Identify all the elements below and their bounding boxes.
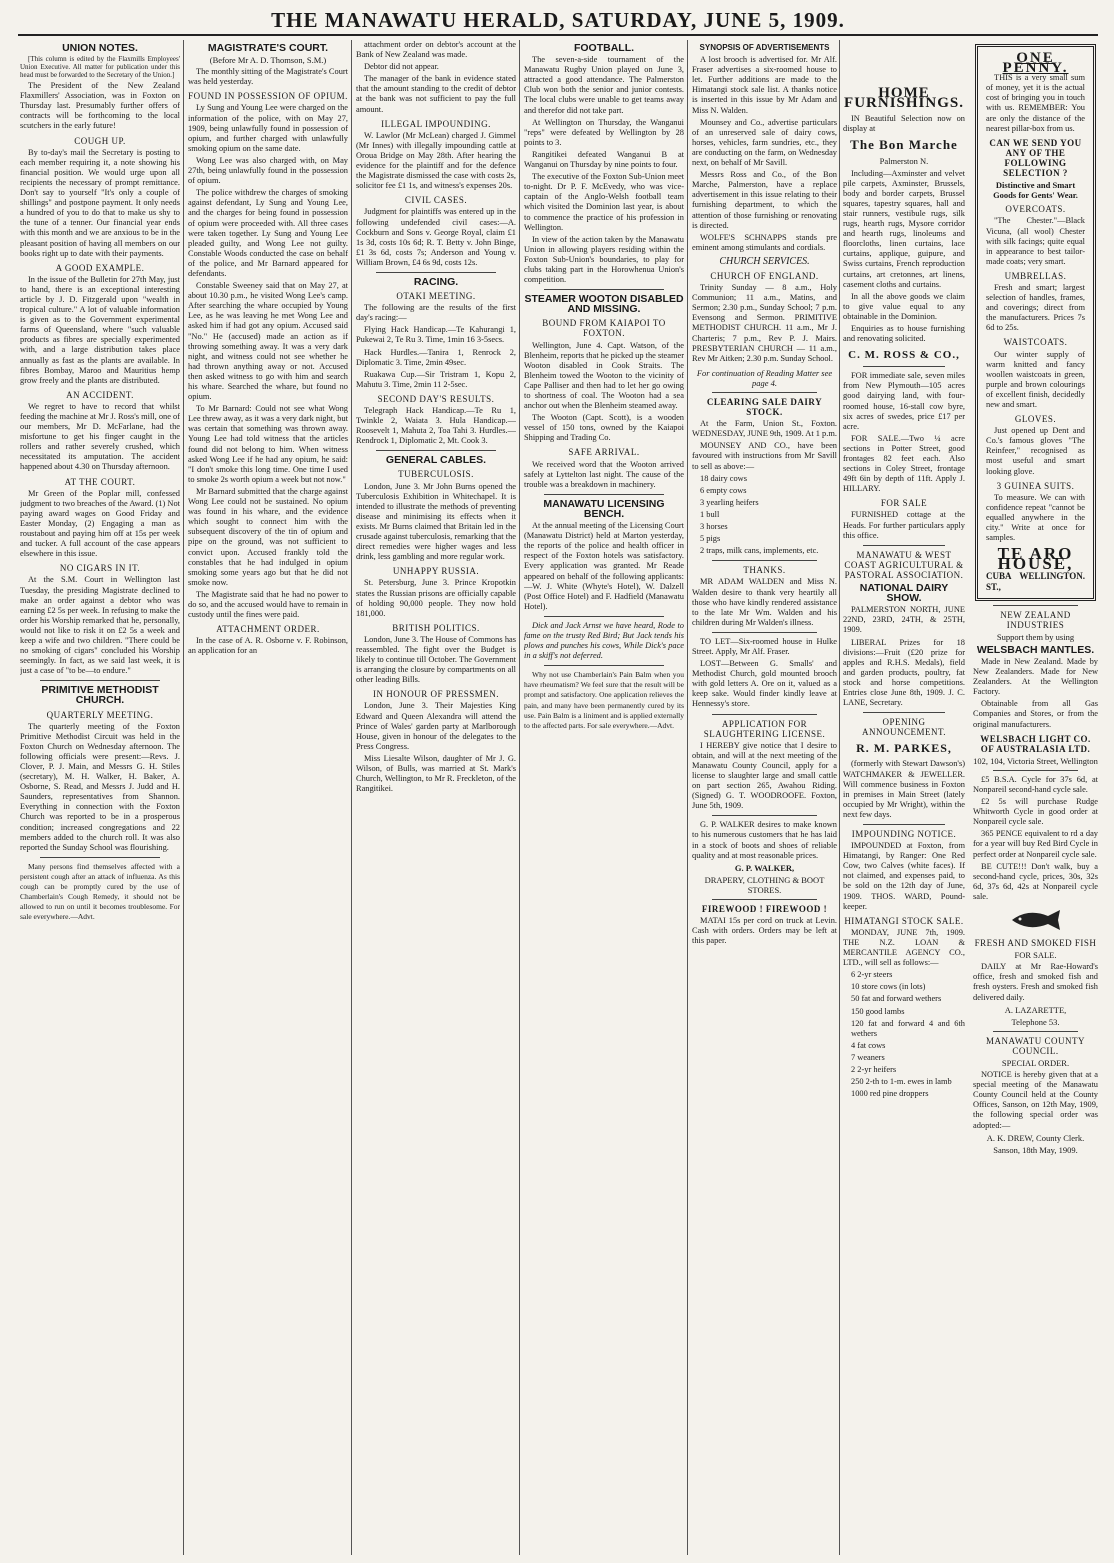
paragraph: At the Farm, Union St., Foxton. WEDNESDAY, JUNE 9th, 1909. At 1 p.m. bbox=[692, 419, 837, 439]
list-item: 18 dairy cows bbox=[700, 473, 747, 483]
subheading: MANAWATU & WEST COAST AGRICULTURAL & PASTORAL ASSOCIATION. bbox=[844, 549, 964, 580]
fish-telephone: Telephone 53. bbox=[1011, 1016, 1060, 1027]
paragraph: The manager of the bank in evidence stated that the amount standing to the credit of debtor at the bank was not sufficient to pay the full amount. bbox=[356, 74, 516, 114]
subheading: HIMATANGI STOCK SALE. bbox=[844, 915, 964, 926]
subheading: UMBRELLAS. bbox=[1004, 270, 1067, 281]
subheading: ATTACHMENT ORDER. bbox=[216, 624, 320, 635]
paragraph: attachment order on debtor's account at the Bank of New Zealand was made. bbox=[356, 40, 516, 60]
paragraph: To measure. We can with confidence repeat "cannot be equalled anywhere in the city." Write at once for samples. bbox=[986, 492, 1085, 543]
subheading: THANKS. bbox=[743, 565, 786, 576]
column-rule bbox=[519, 40, 520, 1555]
masthead-title: THE MANAWATU HERALD, SATURDAY, JUNE 5, 1909. bbox=[271, 8, 845, 32]
column-rule bbox=[839, 40, 840, 1555]
subheading: GLOVES. bbox=[1014, 414, 1057, 425]
paragraph: The quarterly meeting of the Foxton Primitive Methodist Circuit was held in the Foxton Church on Wednesday afternoon. The following officials were present:—Revs. J. Clover, P. J. Main, and Messrs G. H. Stiles (secretary), M. H. Walker, H. Baker, A. Osborne, S. Read, and Messrs J. Judd and H. Saunders, representatives from Shannon. Everything in connection with the Foxton Church was reported to be in a prosperous condition; increased congregations and 22 members added to the church roll. It was also reported the Sunday School was flourishing. bbox=[20, 721, 180, 852]
subheading: WELSBACH LIGHT CO. OF AUSTRALASIA LTD. bbox=[980, 733, 1091, 754]
subheading: OTAKI MEETING. bbox=[396, 291, 476, 302]
column-rule bbox=[351, 40, 352, 1555]
paragraph: FURNISHED cottage at the Heads. For further particulars apply this office. bbox=[843, 510, 965, 540]
walker-name: G. P. WALKER, bbox=[734, 862, 795, 873]
list-item: 50 fat and forward wethers bbox=[851, 994, 942, 1004]
paragraph: By to-day's mail the Secretary is posting to each member requiring it, a note showing his financial position. We would urge upon all recipients the necessary of prompt remittance. Don't say to yourself "It's only a couple of shillings" and postpone payment. It only needs a hundred of you to do that to make us shy to the tune of a tenner. Our financial year ends with this month and we are anxious to be in the pleasant position of having all members on our books right up to date with their payments. bbox=[20, 147, 180, 258]
paragraph: I HEREBY give notice that I desire to obtain, and will at the next meeting of the Manawatu County Council, apply for a license to slaughter large and small cattle on part section 265, Awahou Riding. (Signed) G. T. WOODROOFE. Foxton, June 5th, 1909. bbox=[692, 740, 837, 811]
steamer-heading: STEAMER WOOTON DISABLED AND MISSING. bbox=[524, 293, 684, 316]
paragraph: At Wellington on Thursday, the Wanganui "reps" were defeated by Wellington by 28 points to 3. bbox=[524, 117, 684, 147]
column-3 bbox=[356, 40, 516, 1555]
paragraph: In all the above goods we claim to give value equal to any obtainable in the Dominion. bbox=[843, 291, 965, 321]
subheading: CHURCH OF ENGLAND. bbox=[710, 270, 819, 281]
subheading: BOUND FROM KAIAPOI TO FOXTON. bbox=[542, 318, 666, 339]
paragraph: Messrs Ross and Co., of the Bon Marche, Palmerston, have a replace advertisement in this issue relating to their furnishing department, to which the attention of those furnishing or renovating is directed. bbox=[692, 170, 837, 230]
subheading: COUGH UP. bbox=[74, 135, 126, 146]
subheading: A GOOD EXAMPLE. bbox=[55, 262, 145, 273]
list-item: 5 pigs bbox=[700, 534, 721, 544]
paragraph: St. Petersburg, June 3. Prince Kropotkin states the Russian prisons are officially capable of holding 90,000 people. They now hold 181,000. bbox=[356, 578, 516, 618]
list-item: 10 store cows (in lots) bbox=[851, 982, 926, 992]
subheading: SPECIAL ORDER. bbox=[1001, 1057, 1070, 1068]
paragraph: In the case of A. R. Osborne v. F. Robinson, an application for an bbox=[188, 636, 348, 656]
list-item: 4 fat cows bbox=[851, 1040, 886, 1050]
divider bbox=[712, 815, 817, 816]
list-item: 2 traps, milk cans, implements, etc. bbox=[700, 546, 819, 556]
one-penny-heading: ONE PENNY. bbox=[1002, 50, 1069, 77]
paragraph: Mounsey and Co., advertise particulars of an unreserved sale of dairy cows, horses, vehicles, farm sundries, etc., they are conducting on the farm, on Wednesday next, on behalf of Mr Savill. bbox=[692, 117, 837, 168]
subheading: SECOND DAY'S RESULTS. bbox=[377, 393, 495, 404]
column-4 bbox=[524, 40, 684, 1555]
paragraph: MATAI 15s per cord on truck at Levin. Cash with orders. Orders may be left at this paper. bbox=[692, 916, 837, 946]
primitive-heading: PRIMITIVE METHODIST CHURCH. bbox=[41, 684, 159, 707]
divider bbox=[993, 1031, 1078, 1032]
divider bbox=[544, 665, 664, 666]
subheading: CAN WE SEND YOU ANY OF THE FOLLOWING SELECTION ? bbox=[989, 137, 1082, 179]
paragraph: At the S.M. Court in Wellington last Tuesday, the presiding Magistrate declined to make an order against a debtor who was earning £2 5s per week. In refusing to make the order his Worship remarked that he, personally, would not like to risk it on £2 5s a week and keep a wife and two children. "There could be no smoking of cigars" concluded his Worship seemingly. In fact, as we said last week, it is just a case of "to be—to endure." bbox=[20, 575, 180, 676]
list-item: 2 2-yr heifers bbox=[851, 1064, 897, 1074]
union-notes-heading: UNION NOTES. bbox=[62, 42, 138, 54]
paragraph: £2 5s will purchase Rudge Whitworth Cycle in good order at Nonpareil cycle sale. bbox=[973, 797, 1098, 827]
paragraph: The seven-a-side tournament of the Manawatu Rugby Union played on June 3, attracted a good attendance. The Palmerston Club won both the senior and junior contests. The local clubs were unable to get teams away and therefor did not take part. bbox=[524, 55, 684, 115]
masthead bbox=[18, 8, 1098, 36]
parkes-title: R. M. PARKES, bbox=[856, 741, 952, 756]
paragraph: Wellington, June 4. Capt. Watson, of the Blenheim, reports that he picked up the steamer Wooton disabled in Cook Straits. The Blenheim towed the Wooton to the vicinity of Cape Palliser and then had to let her go owing to shortness of coal. The Wooton had a sea anchor out when the Blenheim steamed away. bbox=[524, 340, 684, 411]
home-furnishings-heading: HOME FURNISHINGS. bbox=[844, 85, 964, 112]
paragraph: Judgment for plaintiffs was entered up in the following undefended civil cases:—A. Cockburn and Sons v. George Royal, claim £1 1s 3d, costs 10s 6d; R. T. Betty v. John Binge, £1 3s 6d, costs 7s; Anderson and Young v. William Brown, £4 6s 9d, costs 12s. bbox=[356, 207, 516, 267]
paragraph: TO LET—Six-roomed house in Hulke Street. Apply, Mr Alf. Fraser. bbox=[692, 636, 837, 656]
balm-ad: Why not use Chamberlain's Pain Balm when you have rheumatism? We feel sure that the result will be prompt and satisfactory. One application relieves the pain, and many have been permanently cured by its use. Pain Balm is a liniment and is applied externally to the affected parts. For sale everywhere.—Advt. bbox=[524, 670, 684, 730]
paragraph: In the issue of the Bulletin for 27th May, just to hand, there is an exceptional interesting article by J. D. Fitzgerald upon "wealth in tropical culture." A lot of valuable information is given as to the Government experimental farms of Queensland, where "such valuable products as fibres are specially experimented with, and a large distribution takes place annually as fast as the plants are available. In fibres Bombay, Maroo and Mauritius hemp grow freely and the plants are distributed. bbox=[20, 274, 180, 385]
divider bbox=[863, 366, 945, 367]
bon-marche-sub: Palmerston N. bbox=[879, 156, 929, 167]
paragraph: At the annual meeting of the Licensing Court (Manawatu District) held at Marton yesterday, the reports of the police and health officer in respect of the Foxton hotels was satisfactory. Every application was granted. Mr Reade appeared on behalf of the following applicants:—W. J. White (Whyte's Hotel), W. Dalzell (Post Office Hotel) and F. Hadfield (Manawatu Hotel). bbox=[524, 521, 684, 611]
subheading: IMPOUNDING NOTICE. bbox=[851, 829, 957, 839]
union-note: [This column is edited by the Flaxmills Employees' Union Executive. All matter for publication under this head must be forwarded to the Secretary of the Union.] bbox=[20, 55, 180, 80]
paragraph: IN Beautiful Selection now on display at bbox=[843, 114, 965, 134]
subheading: SAFE ARRIVAL. bbox=[568, 447, 640, 458]
subheading: APPLICATION FOR SLAUGHTERING LICENSE. bbox=[703, 718, 826, 739]
te-aro-city: WELLINGTON. bbox=[1019, 571, 1085, 582]
magistrate-heading: MAGISTRATE'S COURT. bbox=[207, 42, 329, 54]
list-item: 6 2-yr steers bbox=[851, 970, 893, 980]
paragraph: The President of the New Zealand Flaxmillers' Association, was in Foxton on Thursday last. Presumably further offers of contracts will be forthcoming to the local scutchers in the early future! bbox=[20, 81, 180, 131]
firewood-heading: FIREWOOD ! FIREWOOD ! bbox=[701, 904, 828, 915]
paragraph: (formerly with Stewart Dawson's) WATCHMAKER & JEWELLER. Will commence business in Foxton in premises in Main Street (lately occupied by Mr Wright), within the next few days. bbox=[843, 759, 965, 819]
subheading: Support them by using bbox=[996, 631, 1075, 642]
subheading: FOUND IN POSSESSION OF OPIUM. bbox=[188, 91, 348, 102]
paragraph: NOTICE is hereby given that at a special meeting of the Manawatu County Council held at the County Offices, Sanson, on 12th May, 1909, the following special order was adopted:— bbox=[973, 1070, 1098, 1130]
one-penny-ad bbox=[975, 44, 1096, 601]
te-aro-footer bbox=[986, 571, 1085, 591]
paragraph: Telegraph Hack Handicap.—Te Ru 1, Twinkle 2, Waiata 3. Hula Handicap.—Roosevelt 1, Mahuta 2, Toa Tahi 3. Hurdles.—Rendrock 1, Diplomatic 2, Mt. Cook 3. bbox=[356, 406, 516, 446]
ads-right bbox=[973, 40, 1098, 1157]
ross-title: C. M. ROSS & CO., bbox=[848, 349, 960, 362]
subheading: AT THE COURT. bbox=[64, 476, 136, 487]
divider bbox=[544, 289, 664, 290]
list-item: 6 empty cows bbox=[700, 485, 747, 495]
paragraph: Mr Barnard submitted that the charge against Wong Lee could not be sustained. No opium was found in his whare, and the evidence which sought to connect him with the subsequent discovery of the tin of opium and pipe on the ground, was not sufficient to convict upon. Accused frankly told the constables that he had indulged in opium smoking some years ago but that he did not smoke now. bbox=[188, 486, 348, 587]
paragraph: Hack Hurdles.—Tanira 1, Renrock 2, Diplomatic 3. Time, 2min 49sec. bbox=[356, 347, 516, 367]
ads-left bbox=[843, 40, 965, 1157]
racing-heading: RACING. bbox=[413, 275, 459, 288]
paragraph: MONDAY, JUNE 7th, 1909. THE N.Z. LOAN & MERCANTILE AGENCY CO., LTD., will sell as follows:— bbox=[843, 927, 965, 968]
walker-sub: DRAPERY, CLOTHING & BOOT STORES. bbox=[704, 874, 825, 895]
paragraph: We regret to have to record that whilst feeding the machine at Mr J. Ross's mill, one of our members, Mr D. McFarlane, had the misfortune to get his finger caught in the rollers and rather severely crushed, which necessitated its amputation. The accident happened about 4.30 on Thursday afternoon. bbox=[20, 401, 180, 472]
paragraph: London, June 3. Mr John Burns opened the Tuberculosis Exhibition in Whitechapel. It is intended to illustrate the methods of preventing disease and minimising its effects when it exists. Mr Burns claimed that Britain led in the crusade against tuberculosis, remarking that the direct remedies were higher wages and less drink, less gambling and more regular work. bbox=[356, 481, 516, 562]
subheading: UNHAPPY RUSSIA. bbox=[392, 566, 480, 577]
subheading: BRITISH POLITICS. bbox=[392, 622, 480, 633]
address: 102, 104, Victoria Street, Wellington bbox=[973, 755, 1098, 766]
paragraph: Mr Green of the Poplar mill, confessed judgment to two breaches of the Award. (1) Not paying award wages on Good Friday and Easter Monday, (2) Engaging a man as roustabout and paying him off at 15s per week and tucker. A full account of the case appears elsewhere in this issue. bbox=[20, 488, 180, 559]
divider bbox=[376, 450, 496, 451]
list-item: 120 fat and forward 4 and 6th wethers bbox=[851, 1018, 965, 1038]
synopsis-heading: SYNOPSIS OF ADVERTISEMENTS bbox=[699, 43, 830, 52]
paragraph: To Mr Barnard: Could not see what Wong Lee threw away, as it was a very dark night, but was certain that something was thrown away. Young Lee had told witness that the articles found did not belong to him. When witness asked Wong Lee if he had any opium, he said: "I don't smoke this long time. One time I used to smoke 2s worth opium a week but not now." bbox=[188, 404, 348, 484]
divider bbox=[863, 545, 945, 546]
paragraph: LIBERAL Prizes for 18 divisions:—Fruit (£20 prize for apples and R.H.S. Medals), field and garden products, poultry, fat stock and horse competitions. Entries close June 8th, 1909. J. C. LANE, Secretary. bbox=[843, 637, 965, 708]
paragraph: Flying Hack Handicap.—Te Kahurangi 1, Pukewai 2, Te Ru 3. Time, 1min 16 3-5secs. bbox=[356, 325, 516, 345]
column-6 bbox=[843, 40, 1098, 1555]
paragraph: G. P. WALKER desires to make known to his numerous customers that he has laid in a stock of boots and shoes of reliable quality and at most reasonable prices. bbox=[692, 820, 837, 860]
divider bbox=[993, 770, 1078, 771]
divider bbox=[863, 824, 945, 825]
paragraph: London, June 3. The House of Commons has reassembled. The fight over the Budget is likely to continue till October. The Government is arranging the closure by compartments on all other leading Bills. bbox=[356, 634, 516, 685]
paragraph: MOUNSEY AND CO., have been favoured with instructions from Mr Savill to sell as above:— bbox=[692, 441, 837, 471]
cables-heading: GENERAL CABLES. bbox=[385, 454, 487, 467]
paragraph: £5 B.S.A. Cycle for 37s 6d, at Nonpareil second-hand cycle sale. bbox=[973, 774, 1098, 794]
paragraph: W. Lawlor (Mr McLean) charged J. Gimmel (Mr Innes) with illegally impounding cattle at Oroua Bridge on May 28th. After hearing the evidence for the plaintiff and for the defence the Magistrate dismissed the case with costs 2s, solicitor fee £1 1s, and witness's expenses 20s. bbox=[356, 130, 516, 191]
subheading: OPENING ANNOUNCEMENT. bbox=[861, 717, 947, 738]
subheading: NO CIGARS IN IT. bbox=[59, 563, 141, 574]
licensing-heading: MANAWATU LICENSING BENCH. bbox=[543, 497, 665, 520]
poem: Dick and Jack Arnst we have heard, Rode to fame on the trusty Red Bird; But Jack tends his plows and punches his cows, While Dick's pace in a skiff's not deferred. bbox=[524, 620, 684, 661]
council-clerk: A. K. DREW, County Clerk. bbox=[986, 1132, 1085, 1143]
divider bbox=[712, 560, 817, 561]
subheading: NEW ZEALAND INDUSTRIES bbox=[1000, 609, 1071, 630]
paragraph: Fresh and smart; largest selection of handles, frames, and coverings; direct from the manufacturers. Prices 7s 6d to 25s. bbox=[986, 282, 1085, 333]
subheading: (Before Mr A. D. Thomson, S.M.) bbox=[209, 55, 327, 66]
list-item: 1 bull bbox=[700, 509, 720, 519]
paragraph: Made in New Zealand. Made by New Zealanders. Made for New Zealanders. At the Wellington Factory. bbox=[973, 656, 1098, 697]
subheading: FOR SALE. bbox=[1014, 950, 1057, 961]
subheading: OVERCOATS. bbox=[1005, 204, 1066, 215]
subheading: Distinctive and Smart Goods for Gents' Wear. bbox=[993, 180, 1078, 201]
dairy-heading: NATIONAL DAIRY SHOW. bbox=[859, 582, 949, 605]
paragraph: Ruakawa Cup.—Sir Tristram 1, Kopu 2, Mahutu 3. Time, 2min 11 2-5sec. bbox=[356, 369, 516, 389]
council-date: Sanson, 18th May, 1909. bbox=[993, 1144, 1078, 1155]
divider bbox=[712, 899, 817, 900]
paragraph: PALMERSTON NORTH, JUNE 22ND, 23RD, 24TH, & 25TH, 1909. bbox=[843, 605, 965, 635]
paragraph: Trinity Sunday — 8 a.m., Holy Communion; 11 a.m., Matins, and Sermon; 2.30 p.m., Sunday School; 7 p.m. Evensong and Sermon. PRIMITIVE METHODIST CHURCH. 11 a.m., Mr J. Charteris; 7 p.m., Rev P. J. Mairs. PRESBYTERIAN CHURCH — 11 a.m., Rev Mr Aitken; 2.30 p.m. Sunday School. bbox=[692, 283, 837, 363]
paragraph: IMPOUNDED at Foxton, from Himatangi, by Ranger: One Red Cow, two Calves (white faces). If not claimed, and expenses paid, to be sold on the 12th day of June, 1909. THOS. WARD, Pound-keeper. bbox=[843, 841, 965, 911]
list-item: 150 good lambs bbox=[851, 1006, 905, 1016]
paragraph: Debtor did not appear. bbox=[364, 62, 439, 72]
paragraph: The police withdrew the charges of smoking against defendant, Ly Sung and Young Lee, and the charges for being found in possession of opium were proceeded with. All three cases were taken together. Ly Sung and Young Lee pleaded guilty, and Wong Lee not guilty. Constable Woods conducted the case on behalf of the police, and Mr Barnard appeared for defendants. bbox=[188, 188, 348, 278]
te-aro-street: CUBA ST., bbox=[986, 571, 1012, 592]
paragraph: Just opened up Dent and Co.'s famous gloves "The Reinfeer," recognised as most useful and smart looking glove. bbox=[986, 426, 1085, 476]
subheading: AN ACCIDENT. bbox=[66, 389, 134, 400]
paragraph: FOR immediate sale, seven miles from New Plymouth—105 acres good dairying land, with four-roomed house, 16-stall cow byre, six acres of swedes, price £17 per acre. bbox=[843, 371, 965, 431]
column-5 bbox=[692, 40, 837, 1555]
subheading: FRESH AND SMOKED FISH bbox=[974, 938, 1097, 949]
paragraph: Rangitikei defeated Wanganui B at Wanganui on Thursday by nine points to four. bbox=[524, 149, 684, 170]
divider bbox=[544, 494, 664, 495]
divider bbox=[993, 605, 1078, 606]
paragraph: Constable Sweeney said that on May 27, at about 10.30 p.m., he visited Wong Lee's camp. After searching the whare occupied by Young Lee, as he was leaving he met Wong Lee and asked him if had got any opium. Accused said "No." He (accused) made an action as if throwing something away. It was a very dark night, and witness could not see whether he had thrown anything away or not. Accused then asked witness to go with him and search his whare. Searched the whare, but found no opium. bbox=[188, 281, 348, 402]
paragraph: THIS is a very small sum of money, yet it is the actual cost of bringing you in touch with us. REMEMBER: You are only the distance of the nearest pillar-box from us. bbox=[986, 73, 1085, 133]
list-item: 1000 red pine droppers bbox=[851, 1089, 929, 1099]
subheading: FOR SALE bbox=[880, 498, 928, 509]
column-2 bbox=[188, 40, 348, 1555]
paragraph: Wong Lee was also charged with, on May 27th, being unlawfully found in the possession of opium. bbox=[188, 155, 348, 186]
paragraph: FOR SALE.—Two ¼ acre sections in Potter Street, good frontages 82 feet each. Also sections in Coley Street, frontage 49ft 6in by depth of 11ft. Apply J. HILLARY. bbox=[843, 433, 965, 494]
column-rule bbox=[183, 40, 184, 1555]
te-aro-title: TE ARO HOUSE, bbox=[997, 544, 1074, 574]
football-heading: FOOTBALL. bbox=[573, 42, 635, 54]
subheading: ILLEGAL IMPOUNDING. bbox=[381, 118, 491, 129]
subheading: TUBERCULOSIS. bbox=[398, 469, 474, 480]
list-item: 3 yearling heifers bbox=[700, 497, 759, 507]
fish-icon bbox=[1006, 908, 1066, 932]
church-heading: CHURCH SERVICES. bbox=[719, 255, 810, 267]
column-rule bbox=[687, 40, 688, 1555]
paragraph: The monthly sitting of the Magistrate's Court was held yesterday. bbox=[188, 67, 348, 87]
paragraph: Our winter supply of warm knitted and fancy woollen waistcoats in green, purple and brown colourings of excellent finish, decidedly new and smart. bbox=[986, 349, 1085, 409]
clearing-heading: CLEARING SALE DAIRY STOCK. bbox=[706, 397, 823, 418]
paragraph: London, June 3. Their Majesties King Edward and Queen Alexandra will attend the Prince of Wales' garden party at Marlborough House, given in honour of the delegates to the Press Congress. bbox=[356, 701, 516, 751]
paragraph: WOLFE'S SCHNAPPS stands pre eminent among stimulants and cordials. bbox=[692, 232, 837, 252]
cough-ad: Many persons find themselves affected with a persistent cough after an attack of influenza. As this cough can be promptly cured by the use of Chamberlain's Cough Remedy, it should not be allowed to run on until it becomes troublesome. For sale everywhere.—Advt. bbox=[20, 861, 180, 922]
paragraph: The Magistrate said that he had no power to do so, and the accused would have to remain in custody until the fines were paid. bbox=[188, 589, 348, 620]
divider bbox=[712, 714, 817, 715]
column-1 bbox=[20, 40, 180, 1555]
divider bbox=[40, 680, 160, 681]
list-item: 3 horses bbox=[700, 522, 728, 532]
subheading: MANAWATU COUNTY COUNCIL. bbox=[985, 1035, 1086, 1056]
welsbach-heading: WELSBACH MANTLES. bbox=[976, 643, 1095, 656]
paragraph: The following are the results of the first day's racing:— bbox=[356, 303, 516, 323]
paragraph: Including—Axminster and velvet pile carpets, Axminster, Brussels, body and border carpets, Brussel squares, tapestry squares, hall and stair runners, vestibule rugs, silk rugs, hearth rugs, Mysore corridor and hearth rugs, linoleums and floorcloths, linen curtains, lace curtains, applique, guipure, and Swiss curtains, French reproduction curtains, art cretonnes, art linens, casement cloths and curtains. bbox=[843, 168, 965, 289]
paragraph: The Wooton (Capt. Scott), is a wooden vessel of 150 tons, owned by the Kaiapoi Shipping and Trading Co. bbox=[524, 413, 684, 443]
paragraph: 365 PENCE equivalent to rd a day for a year will buy Red Bird Cycle in perfect order at Nonpareil cycle sale. bbox=[973, 829, 1098, 859]
paragraph: MR ADAM WALDEN and Miss N. Walden desire to thank very heartily all those who have kindly rendered assistance to the late Mr Wm. Walden and his children during Mr Walden's illness. bbox=[692, 577, 837, 627]
paragraph: In view of the action taken by the Manawatu Union in allowing players residing within the Foxton Sub-Union's boundaries, to play for clubs taking part in the Horowhenua Union's competition. bbox=[524, 234, 684, 285]
divider bbox=[40, 857, 160, 858]
paragraph: The executive of the Foxton Sub-Union meet to-night. Dr P. F. McEvedy, who was vice-captain of the Anglo-Welsh football team which visited the Dominion last year, is about to commence the practice of his profession in Wellington. bbox=[524, 172, 684, 232]
paragraph: LOST—Between G. Smalls' and Methodist Church, gold mounted brooch with gold letters A. Ore on it, valued as a keep sake. Would finder kindly leave at Hennessy's store. bbox=[692, 659, 837, 709]
list-item: 7 weaners bbox=[851, 1052, 885, 1062]
continuation-note: For continuation of Reading Matter see page 4. bbox=[696, 367, 833, 388]
divider bbox=[863, 712, 945, 713]
subheading: IN HONOUR OF PRESSMEN. bbox=[372, 689, 500, 700]
paragraph: "The Chester."—Black Vicuna, (all wool) Chester with silk facings; quite equal in appearance to best tailor-made coats; very smart. bbox=[986, 216, 1085, 266]
subheading: WAISTCOATS. bbox=[1003, 337, 1068, 348]
paragraph: Obtainable from all Gas Companies and Stores, or from the original manufacturers. bbox=[973, 699, 1098, 729]
divider bbox=[712, 632, 817, 633]
paragraph: Enquiries as to house furnishing and renovating solicited. bbox=[843, 323, 965, 344]
divider bbox=[544, 616, 664, 617]
divider bbox=[376, 272, 496, 273]
paragraph: A lost brooch is advertised for. Mr Alf. Fraser advertises a six-roomed house to let. Further additions are made to the Himatangi stock sale list. A thanks notice is inserted in this issue by Mr Adam and Miss N. Walden. bbox=[692, 55, 837, 115]
subheading: QUARTERLY MEETING. bbox=[46, 709, 154, 720]
fish-name: A. LAZARETTE, bbox=[1004, 1004, 1067, 1015]
paragraph: Miss Liesalte Wilson, daughter of Mr J. G. Wilson, of Bulls, was married at St. Mark's Church, Wellington, to Mr R. Freckleton, of the Rangitikei. bbox=[356, 753, 516, 794]
paragraph: DAILY at Mr Rae-Howard's office, fresh and smoked fish and fresh oysters. Fresh and smoked fish delivered daily. bbox=[973, 962, 1098, 1002]
divider bbox=[712, 392, 817, 393]
paragraph: BE CUTE!!! Don't walk, buy a second-hand cycle, prices, 30s, 32s 6d, 37s 6d, 42s at Nonpareil cycle sale. bbox=[973, 861, 1098, 901]
bon-marche-title: The Bon Marche bbox=[850, 137, 958, 153]
list-item: 250 2-th to 1-m. ewes in lamb bbox=[851, 1077, 952, 1087]
paragraph: Ly Sung and Young Lee were charged on the information of the police, with on May 27, 1909, being unlawfully found in possession of opium, and further charged with unlawfully smoking opium on the same date. bbox=[188, 103, 348, 153]
subheading: 3 GUINEA SUITS. bbox=[996, 480, 1075, 491]
subheading: CIVIL CASES. bbox=[404, 195, 468, 206]
paragraph: We received word that the Wooton arrived safely at Lyttelton last night. The cause of the trouble was a breakdown in machinery. bbox=[524, 459, 684, 489]
